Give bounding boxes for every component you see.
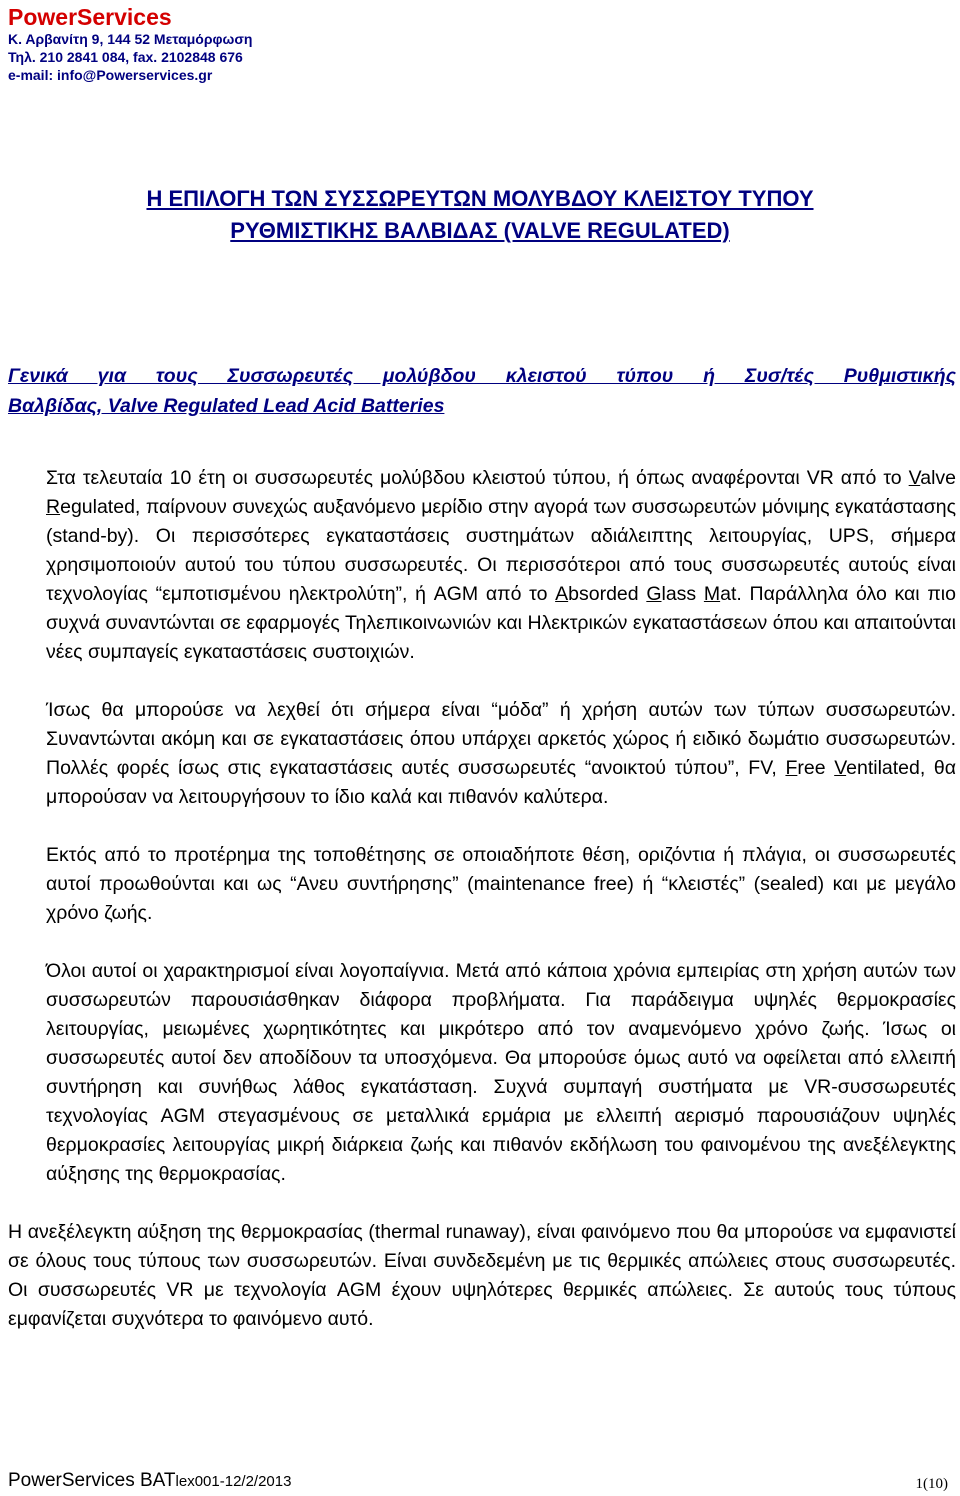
footer-company: PowerServices BAT [8,1470,176,1491]
paragraph-4: Όλοι αυτοί οι χαρακτηρισμοί είναι λογοπαίγνια. Μετά από κάποια χρόνια εμπειρίας στη χρήση αυτών των συσσωρευτών παρουσιάσθηκαν διάφορα προβλήματα. Για παράδειγμα υψηλές θερμοκρασίες λειτουργίας, μειωμένες χωρητικότητες και μικρότερο από τον αναμενόμενο χρόνο ζωής. Ίσως οι συσσωρευτές αυτοί δεν αποδίδουν τα υποσχόμενα. Θα μπορούσε όμως αυτό να οφείλεται από ελλειπή συντήρηση και συνήθως λάθος εγκατάσταση. Συχνά συμπαγή συστήματα με VR-συσσωρευτές τεχνολογίας AGM στεγασμένους σε μεταλλικά ερμάρια με ελλειπή αερισμό παρουσιάζουν υψηλές θερμοκρασίες λειτουργίας μικρή διάρκεια ζωής και πιθανόν εκδήλωση του φαινομένου της ανεξέλεγκτης αύξησης της θερμοκρασίας. [46,960,956,1185]
paragraph-1-text-a: Στα τελευταία 10 έτη οι συσσωρευτές μολύβδου κλειστού τύπου, ή όπως αναφέρονται VR από το [46,467,909,489]
paragraph-2 [8,696,956,812]
section-heading-line-2: Βαλβίδας, Valve Regulated Lead Acid Batteries [8,395,445,417]
paragraph-1-text-c: egulated, παίρνουν συνεχώς αυξανόμενο μερίδιο στην αγορά των συσσωρευτών μόνιμης εγκατάστασης (stand-by). Οι περισσότερες εγκαταστάσεις συστημάτων αδιάλειπτης λειτουργίας, UPS, σήμερα χρησιμοποιούν αυτού του τύπου συσσωρευτές. Οι περισσότεροι από τους συσσωρευτές αυτούς είναι τεχνολογίας “εμποτισμένου ηλεκτρολύτη”, ή AGM από το [46,496,956,605]
section-heading-line-1: Γενικά για τους Συσσωρευτές μολύβδου κλειστού τύπου ή Συσ/τές Ρυθμιστικής [8,365,956,387]
paragraph-1-text-e: lass [661,583,704,605]
paragraph-1-text-b: alve [920,467,956,489]
paragraph-3: Εκτός από το προτέρημα της τοποθέτησης σε οποιαδήποτε θέση, οριζόντια ή πλάγια, οι συσσωρευτές αυτοί προωθούνται και ως “Ανευ συντήρησης” (maintenance free) ή “κλειστές” (sealed) και με μεγάλο χρόνο ζωής. [46,844,956,924]
acronym-letter: R [46,496,61,518]
page-number: 1(10) [915,1476,948,1492]
letterhead [8,4,252,84]
paragraph-2-text-b: ree [797,757,835,779]
document-title [0,183,960,247]
footer-revision: lex001-12/2/2013 [175,1473,292,1490]
paragraph-2-text-a: Ίσως θα μπορούσε να λεχθεί ότι σήμερα είναι “μόδα” ή χρήση αυτών των τύπων συσσωρευτών. Συναντώνται ακόμη και σε εγκαταστάσεις όπου υπάρχει αρκετός χώρος ή ειδικό δωμάτιο συσσωρευτών. Πολλές φορές ίσως στις εγκαταστάσεις αυτές συσσωρευτές “ανοικτού τύπου”, FV, [46,699,956,779]
section-heading [8,361,956,421]
paragraph-5: Η ανεξέλεγκτη αύξηση της θερμοκρασίας (thermal runaway), είναι φαινόμενο που θα μπορούσε να εμφανιστεί σε όλους τους τύπους των συσσωρευτών. Είναι συνδεδεμένη με τις θερμικές απώλειες στους συσσωρευτές. Οι συσσωρευτές VR με τεχνολογία AGM έχουν υψηλότερες θερμικές απώλειες. Σε αυτούς τους τύπους εμφανίζεται συχνότερα το φαινόμενο αυτό. [8,1221,956,1330]
acronym-letter: G [646,583,662,605]
company-address: Κ. Αρβανίτη 9, 144 52 Μεταμόρφωση [8,31,253,47]
acronym-letter: M [703,583,721,605]
footer-document-id [8,1470,291,1493]
acronym-letter: V [834,757,847,779]
document-title-line-2: ΡΥΘΜΙΣΤΙΚΗΣ ΒΑΛΒΙΔΑΣ (VALVE REGULATED) [230,218,730,243]
paragraph-1-text-d: bsorded [568,583,647,605]
paragraph-1 [8,464,956,667]
body-text [8,464,956,1334]
paragraph-2-text-c: entilated, θα μπορούσαν να λειτουργήσουν το ίδιο καλά και πιθανόν καλύτερα. [46,757,957,808]
acronym-letter: F [785,757,798,779]
document-title-line-1: Η ΕΠΙΛΟΓΗ ΤΩΝ ΣΥΣΣΩΡΕΥΤΩΝ ΜΟΛΥΒΔΟΥ ΚΛΕΙΣΤΟΥ ΤΥΠΟΥ [146,186,814,211]
company-name: PowerServices [8,4,172,30]
acronym-letter: V [908,467,921,489]
company-phone: Τηλ. 210 2841 084, fax. 2102848 676 [8,49,243,65]
company-email: e-mail: info@Powerservices.gr [8,67,213,83]
paragraph-1-text-f: at. Παράλληλα όλο και πιο συχνά συναντώνται σε εφαρμογές Τηλεπικοινωνιών και Ηλεκτρικών εγκαταστάσεων όπου και απαιτούνται νέες συμπαγείς εγκαταστάσεις συστοιχιών. [46,583,956,663]
acronym-letter: A [555,583,569,605]
